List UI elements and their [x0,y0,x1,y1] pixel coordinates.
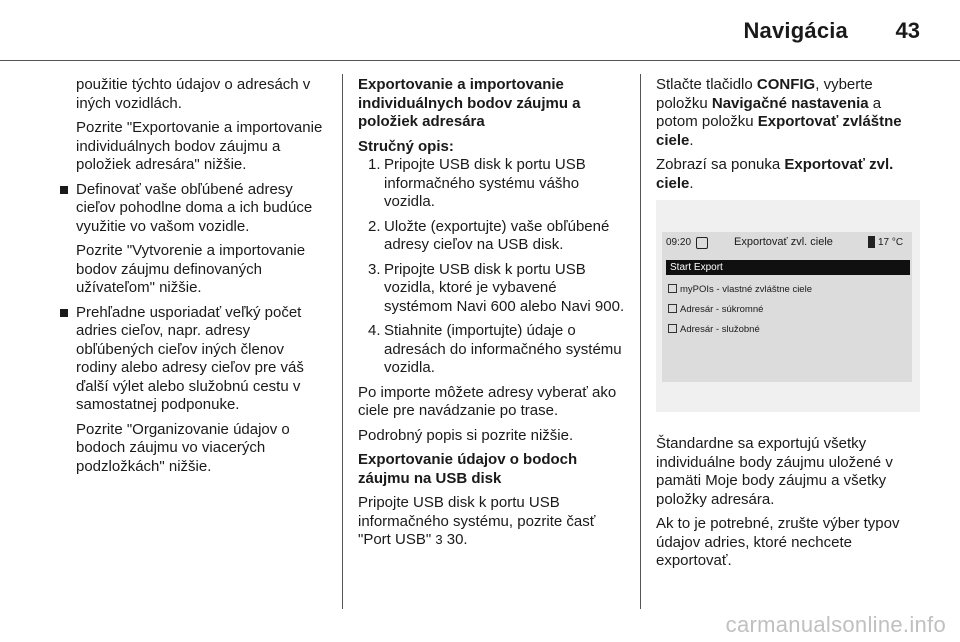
column-2 [358,76,626,556]
paragraph: Zobrazí sa ponuka Exportovať zvl. ciele. [656,156,894,192]
paragraph: Po importe môžete adresy vyberať ako ciele pre navádzanie po trase. [358,383,617,419]
list-item: 4. Stiahnite (importujte) údaje o adresách do informačného systému vozidla. [368,322,622,376]
bullet-square-icon [60,309,68,317]
paragraph: Pozrite "Exportovanie a importovanie individuálnych bodov záujmu a položiek adresára" nižšie. [76,119,323,173]
phone-icon [868,236,875,248]
header-divider [0,60,960,61]
config-button-label: CONFIG [756,76,816,93]
screen-title: Exportovať zvl. ciele [734,236,833,248]
display-screenshot [656,200,920,412]
screen-temperature: 17 °C [878,237,904,248]
bullet-square-icon [60,186,68,194]
list-item: 3. Pripojte USB disk k portu USB vozidla, ktoré je vybavené systémom Navi 600 alebo Navi 900. [368,260,625,315]
page-number: 43 [895,18,920,43]
page-reference-arrow-icon: 3 [435,532,443,547]
checkbox-icon [668,284,677,293]
bullet-item [56,304,328,415]
paragraph: Ak to je potrebné, zrušte výber typov údajov adries, ktoré nechcete exportovať. [656,515,900,569]
screen-status-bar [662,232,912,254]
start-export-item[interactable]: Start Export [666,260,910,275]
column-divider-1 [342,74,343,609]
paragraph: Pozrite "Vytvorenie a importovanie bodov záujmu definovaných užívateľom" nižšie. [76,242,306,296]
menu-item[interactable]: myPOIs - vlastné zvláštne ciele [668,284,812,295]
sync-icon [696,237,708,249]
checkbox-icon [668,324,677,333]
paragraph: Stlačte tlačidlo CONFIG, vyberte položku Navigačné nastavenia a potom položku Exportovať zvláštne ciele. [656,76,902,149]
section-heading: Exportovanie údajov o bodoch záujmu na USB disk [358,451,578,487]
list-item: 1. Pripojte USB disk k portu USB informačného systému vášho vozidla. [368,156,586,210]
bullet-text: Definovať vaše obľúbené adresy cieľov pohodlne doma a ich budúce využitie vo vašom vozidle. [76,180,313,235]
bullet-item [56,181,328,237]
paragraph: Pozrite "Organizovanie údajov o bodoch záujmu vo viacerých podzložkách" nižšie. [76,420,290,475]
screen-clock: 09:20 [666,237,692,248]
paragraph: použitie týchto údajov o adresách v iných vozidlách. [76,76,311,112]
checkbox-icon [668,304,677,313]
list-item: 2. Uložte (exportujte) vaše obľúbené adresy cieľov na USB disk. [368,217,610,253]
column-1 [56,76,328,482]
menu-item[interactable]: Adresár - súkromné [668,304,763,315]
paragraph: Štandardne sa exportujú všetky individuálne body záujmu uložené v pamäti Moje body záujmu a všetky položky adresára. [656,435,893,508]
bullet-text: Prehľadne usporiadať veľký počet adries cieľov, napr. adresy obľúbených cieľov iných členov rodiny alebo adresy cieľov pre váš ďalší výlet alebo služobnú cestu v samostatnej podponuke. [76,303,304,413]
subheading: Stručný opis: [358,137,454,155]
column-divider-2 [640,74,641,609]
page-reference[interactable]: 30. [446,531,468,548]
paragraph: Pripojte USB disk k portu USB informačného systému, pozrite časť "Port USB" 3 30. [358,494,596,548]
section-heading: Exportovanie a importovanie individuálnych bodov záujmu a položiek adresára [358,76,581,130]
paragraph: Podrobný popis si pozrite nižšie. [358,426,574,444]
page-header [0,0,960,60]
display-screen [662,232,912,382]
section-title: Navigácia [743,18,848,43]
menu-item[interactable]: Adresár - služobné [668,324,760,335]
watermark: carmanualsonline.info [725,612,946,637]
